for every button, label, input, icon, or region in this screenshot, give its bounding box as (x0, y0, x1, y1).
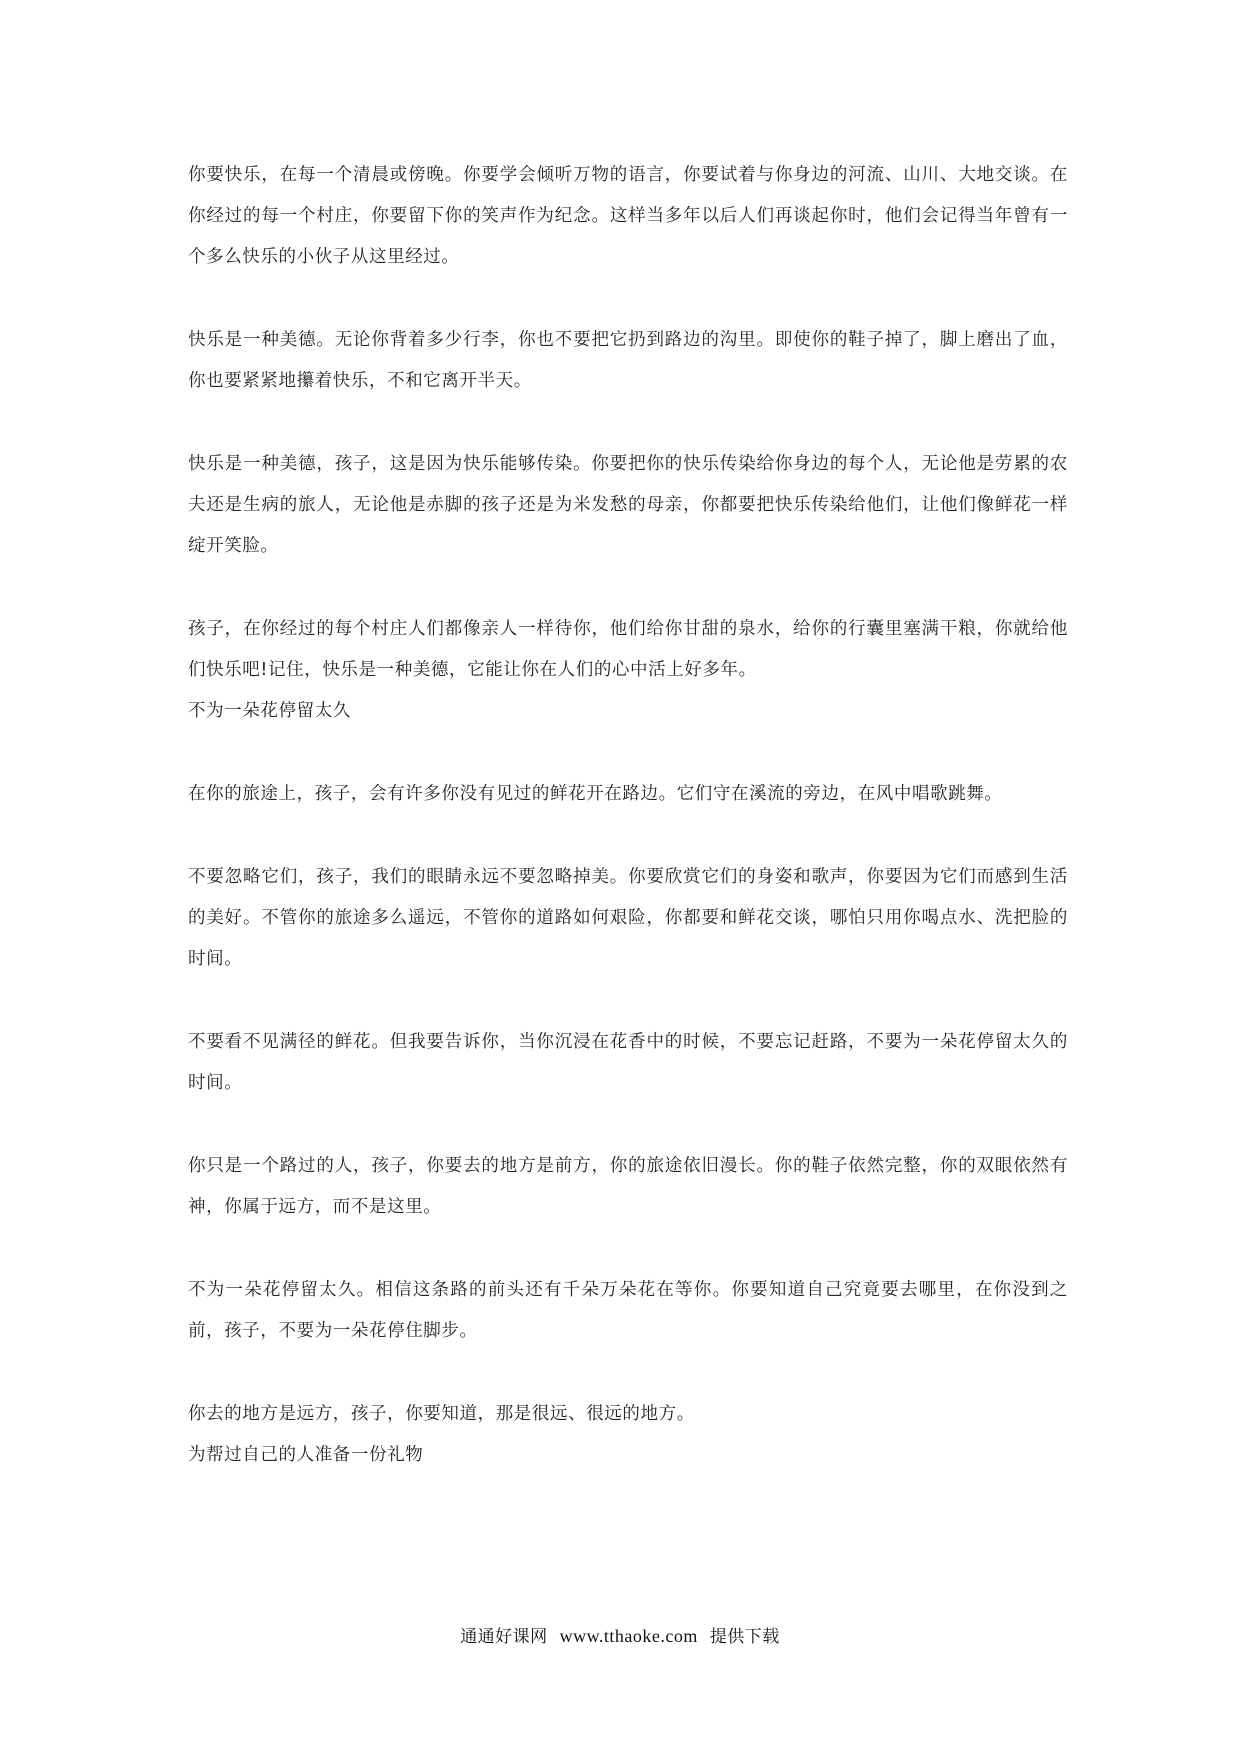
document-body (188, 155, 1068, 1476)
paragraph: 不要看不见满径的鲜花。但我要告诉你，当你沉浸在花香中的时候，不要忘记赶路，不要为一朵花停留太久的时间。 (188, 1032, 1068, 1093)
paragraph: 快乐是一种美德，孩子，这是因为快乐能够传染。你要把你的快乐传染给你身边的每个人，无论他是劳累的农夫还是生病的旅人，无论他是赤脚的孩子还是为米发愁的母亲，你都要把快乐传染给他们，让他们像鲜花一样绽开笑脸。 (188, 454, 1068, 556)
paragraph: 你要快乐，在每一个清晨或傍晚。你要学会倾听万物的语言，你要试着与你身边的河流、山川、大地交谈。在你经过的每一个村庄，你要留下你的笑声作为纪念。这样当多年以后人们再谈起你时，他们会记得当年曾有一个多么快乐的小伙子从这里经过。 (188, 165, 1068, 267)
section-heading: 不为一朵花停留太久 (188, 701, 351, 721)
paragraph: 你只是一个路过的人，孩子，你要去的地方是前方，你的旅途依旧漫长。你的鞋子依然完整，你的双眼依然有神，你属于远方，而不是这里。 (188, 1156, 1068, 1217)
paragraph: 在你的旅途上，孩子，会有许多你没有见过的鲜花开在路边。它们守在溪流的旁边，在风中唱歌跳舞。 (188, 784, 1003, 804)
paragraph: 你去的地方是远方，孩子，你要知道，那是很远、很远的地方。 (188, 1404, 695, 1424)
footer-site-name: 通通好课网 (460, 1627, 548, 1647)
paragraph: 不要忽略它们，孩子，我们的眼睛永远不要忽略掉美。你要欣赏它们的身姿和歌声，你要因为它们而感到生活的美好。不管你的旅途多么遥远，不管你的道路如何艰险，你都要和鲜花交谈，哪怕只用你喝点水、洗把脸的时间。 (188, 867, 1068, 969)
footer-url: www.tthaoke.com (559, 1626, 698, 1646)
paragraph: 孩子，在你经过的每个村庄人们都像亲人一样待你，他们给你甘甜的泉水，给你的行囊里塞满干粮，你就给他们快乐吧!记住，快乐是一种美德，它能让你在人们的心中活上好多年。 (188, 619, 1068, 680)
paragraph: 不为一朵花停留太久。相信这条路的前头还有千朵万朵花在等你。你要知道自己究竟要去哪里，在你没到之前，孩子，不要为一朵花停住脚步。 (188, 1280, 1068, 1341)
paragraph: 快乐是一种美德。无论你背着多少行李，你也不要把它扔到路边的沟里。即使你的鞋子掉了，脚上磨出了血，你也要紧紧地攥着快乐，不和它离开半天。 (188, 330, 1068, 391)
section-heading: 为帮过自己的人准备一份礼物 (188, 1445, 424, 1465)
footer-suffix: 提供下载 (709, 1627, 780, 1647)
page-footer (0, 1622, 1240, 1647)
